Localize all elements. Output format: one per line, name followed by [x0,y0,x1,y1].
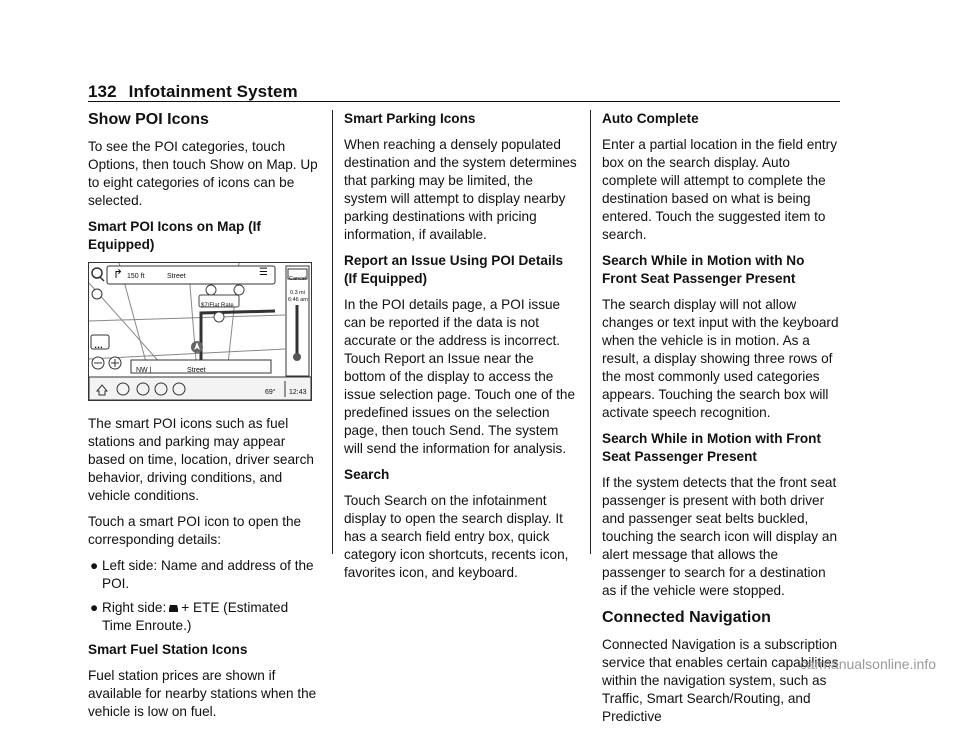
smart-poi-touch-text: Touch a smart POI icon to open the corresponding details: [88,514,302,547]
bullet-icon: ● [90,600,99,615]
temperature-readout: 69° [265,389,276,396]
show-poi-heading: Show POI Icons [88,111,209,128]
column-3 [602,110,842,734]
menu-icon[interactable]: ☰ [259,267,268,278]
no-front-passenger-text: The search display will not allow changes or text input with the keyboard when the vehicle is in motion. As a result, a display showing three rows of the most commonly used categories appears. Touching the search box will activate speech recognition. [602,297,839,420]
section-title: Infotainment System [128,82,298,101]
column-divider-1 [332,110,333,554]
bullet-right-prefix: Right side: [102,600,167,615]
page-number: 132 [88,82,117,101]
show-poi-intro: To see the POI categories, touch Options, then touch Show on Map. Up to eight categories of icons can be selected. [88,139,318,208]
cancel-button[interactable]: Cancel [289,276,307,282]
watermark: carmanualsonline.info [799,656,936,672]
bullet-icon: ● [90,558,99,573]
smart-parking-heading: Smart Parking Icons [344,111,476,126]
header-rule [88,101,840,102]
front-passenger-heading: Search While in Motion with Front Seat Passenger Present [602,431,822,464]
arrival-time: 6:46 am [288,297,308,303]
bullet-right-text: + ETE (Estimated Time Enroute.) [102,600,289,633]
turn-arrow-icon: ↱ [113,267,124,281]
page-header [88,82,298,102]
connected-navigation-heading: Connected Navigation [602,609,771,626]
current-street: Street [187,367,206,374]
column-1 [88,110,320,729]
search-text: Touch Search on the infotainment display to open the search display. It has a search field entry box, quick category icon shortcuts, recents icon, favorites icon, and keyboard. [344,493,569,580]
front-passenger-text: If the system detects that the front seat passenger is present with both driver and passenger seat belts buckled, touching the search icon will display an alert message that allows the passenger to search for a destination as if the vehicle were stopped. [602,475,838,598]
column-divider-2 [590,110,591,554]
heading-direction: NW | [136,367,152,374]
auto-complete-heading: Auto Complete [602,111,699,126]
smart-fuel-text: Fuel station prices are shown if available for nearby stations when the vehicle is low on fuel. [88,668,317,719]
remaining-distance: 0.3 mi [290,290,305,296]
auto-complete-text: Enter a partial location in the field entry box on the search display. Auto complete will attempt to complete the destination based on what is being entered. Touch the suggested item to search. [602,137,838,242]
bullet-left-text: Left side: Name and address of the POI. [102,558,314,591]
turn-street: Street [167,273,186,280]
smart-poi-heading: Smart POI Icons on Map (If Equipped) [88,219,261,252]
navigation-screen-figure [88,262,312,401]
report-issue-text: In the POI details page, a POI issue can be reported if the data is not accurate or the address is incorrect. Touch Report an Issue near the bottom of the display to access the issue selection page. Touch one of the predefined issues on the selection page, then touch Send. The system will send the information for analysis. [344,297,576,456]
connected-navigation-text: Connected Navigation is a subscription service that enables certain capabilities within the navigation system, such as Traffic, Smart Search/Routing, and Predictive [602,637,839,724]
car-icon [168,603,179,613]
smart-fuel-heading: Smart Fuel Station Icons [88,642,248,657]
search-heading: Search [344,467,390,482]
no-front-passenger-heading: Search While in Motion with No Front Seat Passenger Present [602,253,805,286]
smart-parking-text: When reaching a densely populated destination and the system determines that parking may be limited, the system will attempt to display nearby parking destinations with pricing information, if available. [344,137,577,242]
more-options-icon[interactable]: … [94,340,103,350]
bullet-left-side [88,557,320,593]
bullet-right-side [88,599,320,635]
report-issue-heading: Report an Issue Using POI Details (If Equipped) [344,253,564,286]
smart-poi-description: The smart POI icons such as fuel stations and parking may appear based on time, location, driver search behavior, driving conditions, and vehicle conditions. [88,416,314,503]
clock-readout: 12:43 [289,389,307,396]
poi-price-label[interactable]: $7/Flat Rate [201,303,234,309]
turn-distance: 150 ft [127,273,145,280]
column-2 [344,110,578,590]
zoom-out-icon[interactable] [89,263,90,264]
